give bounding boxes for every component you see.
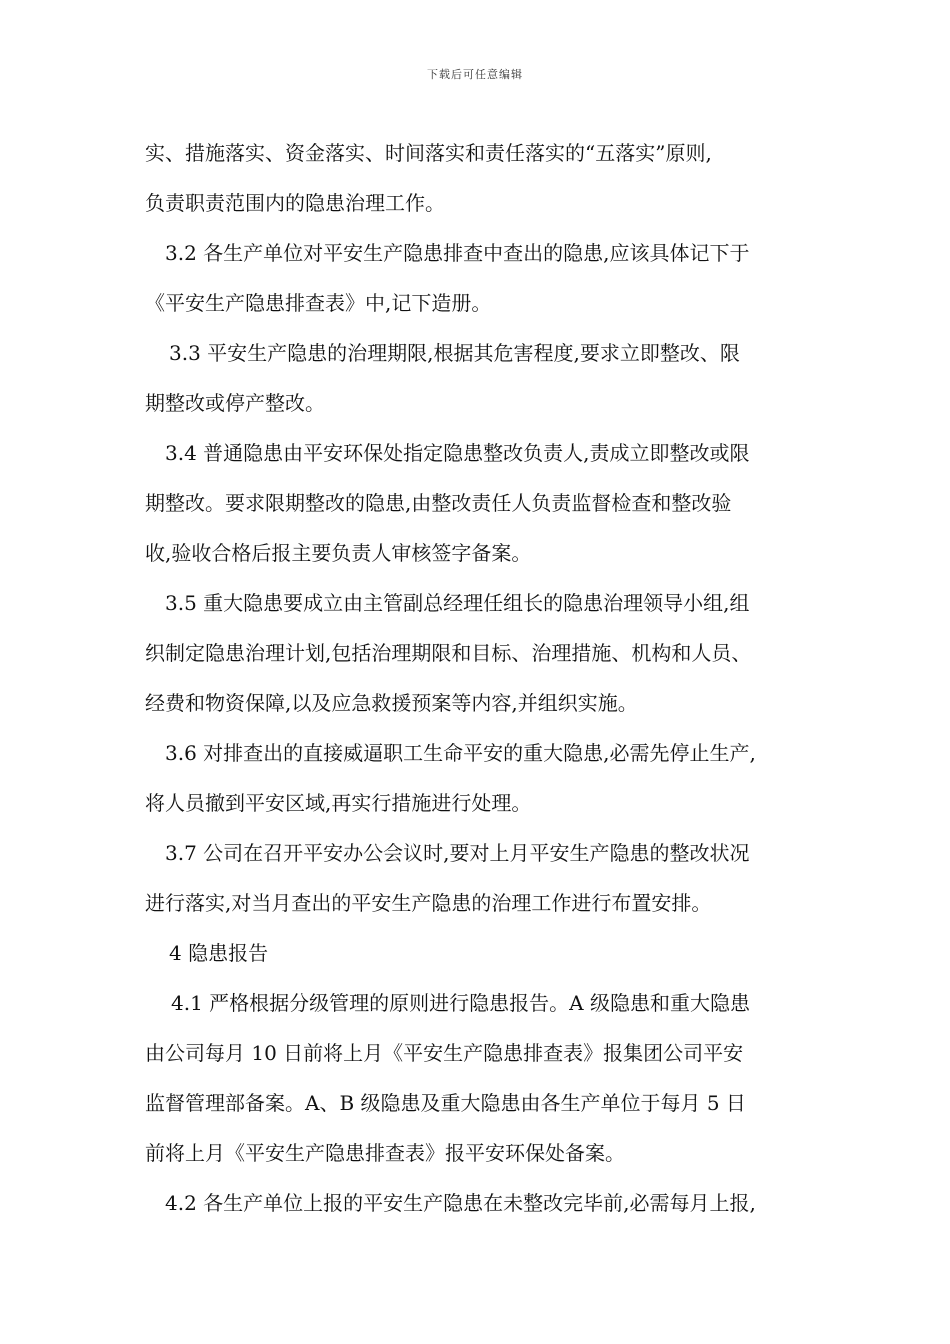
paragraph-line: 将人员撤到平安区域,再实行措施进行处理。 xyxy=(145,791,532,815)
paragraph-line: 《平安生产隐患排查表》中,记下造册。 xyxy=(145,291,492,315)
document-body xyxy=(145,128,815,1228)
paragraph-line: 负责职责范围内的隐患治理工作。 xyxy=(145,191,445,215)
paragraph-line: 3.6 对排查出的直接威逼职工生命平安的重大隐患,必需先停止生产, xyxy=(165,741,756,765)
paragraph-line: 4.2 各生产单位上报的平安生产隐患在未整改完毕前,必需每月上报, xyxy=(165,1191,756,1215)
paragraph-line: 3.5 重大隐患要成立由主管副总经理任组长的隐患治理领导小组,组 xyxy=(165,591,750,615)
page-header-note: 下载后可任意编辑 xyxy=(427,68,523,81)
paragraph-line: 由公司每月 10 日前将上月《平安生产隐患排查表》报集团公司平安 xyxy=(145,1041,744,1065)
paragraph-line: 经费和物资保障,以及应急救援预案等内容,并组织实施。 xyxy=(145,691,638,715)
paragraph-line: 3.3 平安生产隐患的治理期限,根据其危害程度,要求立即整改、限 xyxy=(169,341,740,365)
section-heading: 4 隐患报告 xyxy=(169,941,269,965)
paragraph-line: 监督管理部备案。A、B 级隐患及重大隐患由各生产单位于每月 5 日 xyxy=(145,1091,746,1115)
paragraph-line: 进行落实,对当月查出的平安生产隐患的治理工作进行布置安排。 xyxy=(145,891,712,915)
paragraph-line: 4.1 严格根据分级管理的原则进行隐患报告。A 级隐患和重大隐患 xyxy=(171,991,750,1015)
paragraph-line: 织制定隐患治理计划,包括治理期限和目标、治理措施、机构和人员、 xyxy=(145,641,752,665)
paragraph-line: 3.7 公司在召开平安办公会议时,要对上月平安生产隐患的整改状况 xyxy=(165,841,750,865)
paragraph-line: 3.2 各生产单位对平安生产隐患排查中查出的隐患,应该具体记下于 xyxy=(165,241,750,265)
paragraph-line: 3.4 普通隐患由平安环保处指定隐患整改负责人,责成立即整改或限 xyxy=(165,441,750,465)
paragraph-line: 期整改或停产整改。 xyxy=(145,391,325,415)
paragraph-line: 实、措施落实、资金落实、时间落实和责任落实的“五落实”原则, xyxy=(145,141,712,165)
paragraph-line: 期整改。要求限期整改的隐患,由整改责任人负责监督检查和整改验 xyxy=(145,491,732,515)
paragraph-line: 前将上月《平安生产隐患排查表》报平安环保处备案。 xyxy=(145,1141,625,1165)
paragraph-line: 收,验收合格后报主要负责人审核签字备案。 xyxy=(145,541,532,565)
